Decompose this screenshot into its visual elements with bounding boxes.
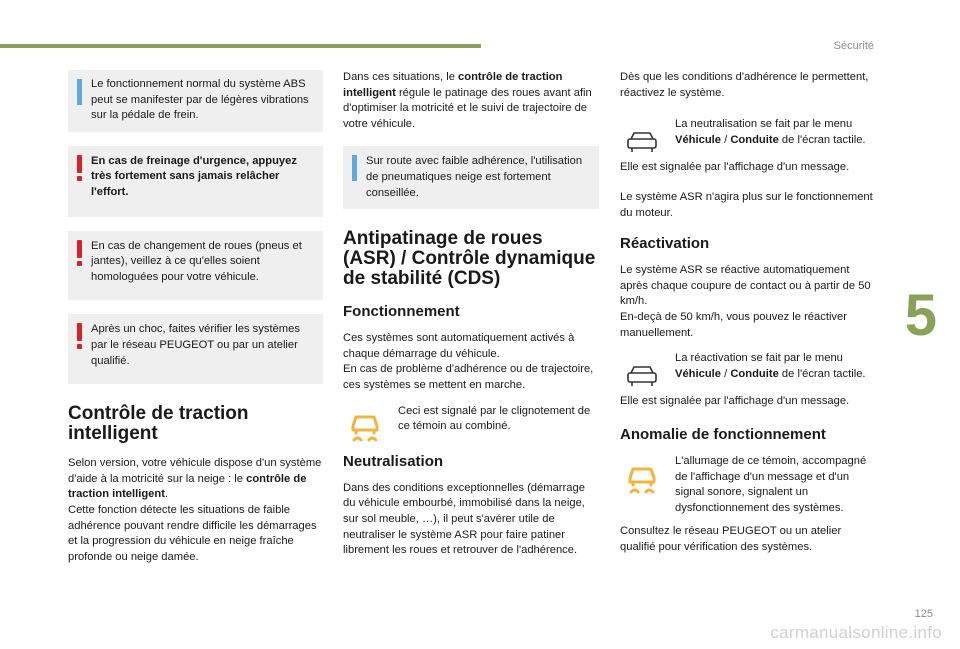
warning-text-emergency: En cas de freinage d'urgence, appuyez très fortement sans jamais relâcher l'effort. [91,154,297,198]
text-run: . [164,488,169,501]
warning-box-shock [68,314,323,384]
paragraph-traction-intro [68,456,323,503]
column-right [620,70,876,565]
text-run: de l'écran tactile. [778,367,866,380]
paragraph-signal-message-2: Elle est signalée par l'affichage d'un message. [620,395,850,408]
column-left [68,70,323,575]
header-accent-bar [0,44,481,48]
exclamation-icon [77,155,82,181]
paragraph-fonct-problem: En cas de problème d'adhérence ou de trajectoire, ces systèmes se mettent en marche. [343,363,594,391]
reactivation-menu-row [620,351,876,382]
section-title: Sécurité [833,40,874,52]
heading-asr-cds: Antipatinage de roues (ASR) / Contrôle dynamique de stabilité (CDS) [343,228,596,290]
heading-reactivation: Réactivation [620,235,710,253]
lamp-text: Ceci est signalé par le clignotement de ce témoin au combiné. [398,404,591,433]
info-text-abs: Le fonctionnement normal du système ABS peut se manifester par de légères vibrations sur la pédale de frein. [91,78,309,122]
menu-vehicule: Véhicule [675,367,722,380]
paragraph-traction-detect: Cette fonction détecte les situations de faible adhérence pouvant rendre difficile les démarrages et la progression du véhicule en neige fraîche profonde ou neige damée. [68,503,317,563]
warning-box-wheels [68,231,323,301]
warning-text-wheels: En cas de changement de roues (pneus et jantes), veillez à ce qu'elles soient homologuées pour votre véhicule. [91,239,302,283]
paragraph-react-auto: Le système ASR se réactive automatiquement après chaque coupure de contact ou à partir de 50 km/h. [620,264,871,308]
info-bar-icon [77,79,82,105]
esp-skid-warning-lamp-icon [345,410,385,442]
menu-vehicule: Véhicule [675,133,722,146]
esp-skid-warning-lamp-icon [622,462,662,494]
text-run: La neutralisation se fait par le menu [675,118,853,131]
neutralisation-menu-row [620,117,876,148]
page-number: 125 [914,608,933,620]
neutralisation-menu-text [675,117,876,148]
paragraph-reactivate-hint: Dès que les conditions d'adhérence le permettent, réactivez le système. [620,71,869,99]
heading-fonctionnement: Fonctionnement [343,303,460,321]
heading-neutralisation: Neutralisation [343,452,444,470]
menu-conduite: Conduite [730,367,779,380]
paragraph-signal-message: Elle est signalée par l'affichage d'un message. [620,161,850,174]
text-run: Dans ces situations, le [343,71,459,83]
paragraph-neutralisation: Dans des conditions exceptionnelles (démarrage du véhicule embourbé, immobilisé dans la neige, sur sol meuble, …), il peut s'avérer utile de neutraliser le système ASR pour faire patiner librement les roues et retrouver de l'adhérence. [343,481,585,557]
text-run: de l'écran tactile. [778,133,866,146]
exclamation-icon [77,323,82,349]
warning-text-shock: Après un choc, faites vérifier les systèmes par le réseau PEUGEOT ou par un atelier qualifié. [91,323,300,367]
warning-box-emergency [68,146,323,217]
anomalie-text: L'allumage de ce témoin, accompagné de l'affichage d'un message et d'un signal sonore, signalent un dysfonctionnement des systèmes. [675,454,867,514]
info-box-abs [68,70,323,132]
text-run: régule le patinage des roues avant afin d'optimiser la motricité et le suivi de trajectoire de votre véhicule. [343,86,592,130]
text-run: / [721,133,731,146]
heading-traction-control: Contrôle de traction intelligent [68,403,249,445]
text-bold: contrôle de traction intelligent [343,71,563,99]
lamp-row [343,404,599,435]
column-middle [343,70,599,569]
paragraph-fonct-activation: Ces systèmes sont automatiquement activés à chaque démarrage du véhicule. [343,332,575,360]
esp-off-car-outline-icon [622,361,662,393]
menu-conduite: Conduite [730,133,779,146]
text-run: Selon version, votre véhicule dispose d'un système d'aide à la motricité sur la neige : le [68,457,322,485]
watermark: carmanualsonline.info [770,623,942,643]
esp-off-car-outline-icon [622,127,662,159]
text-run: / [721,367,731,380]
reactivation-menu-text [675,351,876,382]
text-run: La réactivation se fait par le menu [675,352,843,365]
paragraph-react-manual: En-deçà de 50 km/h, vous pouvez le réactiver manuellement. [620,310,847,339]
chapter-number: 5 [904,283,937,348]
info-text-tyres: Sur route avec faible adhérence, l'utilisation de pneumatiques neige est fortement conseillée. [366,155,583,199]
anomalie-row [620,454,876,516]
text-bold: contrôle de traction intelligent [68,472,307,501]
exclamation-icon [77,240,82,266]
info-bar-icon [352,155,357,181]
paragraph-consult: Consultez le réseau PEUGEOT ou un atelier qualifié pour vérification des systèmes. [620,525,842,553]
paragraph-asr-off: Le système ASR n'agira plus sur le fonctionnement du moteur. [620,190,873,219]
info-box-tyres [343,146,599,209]
heading-anomalie: Anomalie de fonctionnement [620,425,826,443]
paragraph-traction-situations [343,70,599,132]
